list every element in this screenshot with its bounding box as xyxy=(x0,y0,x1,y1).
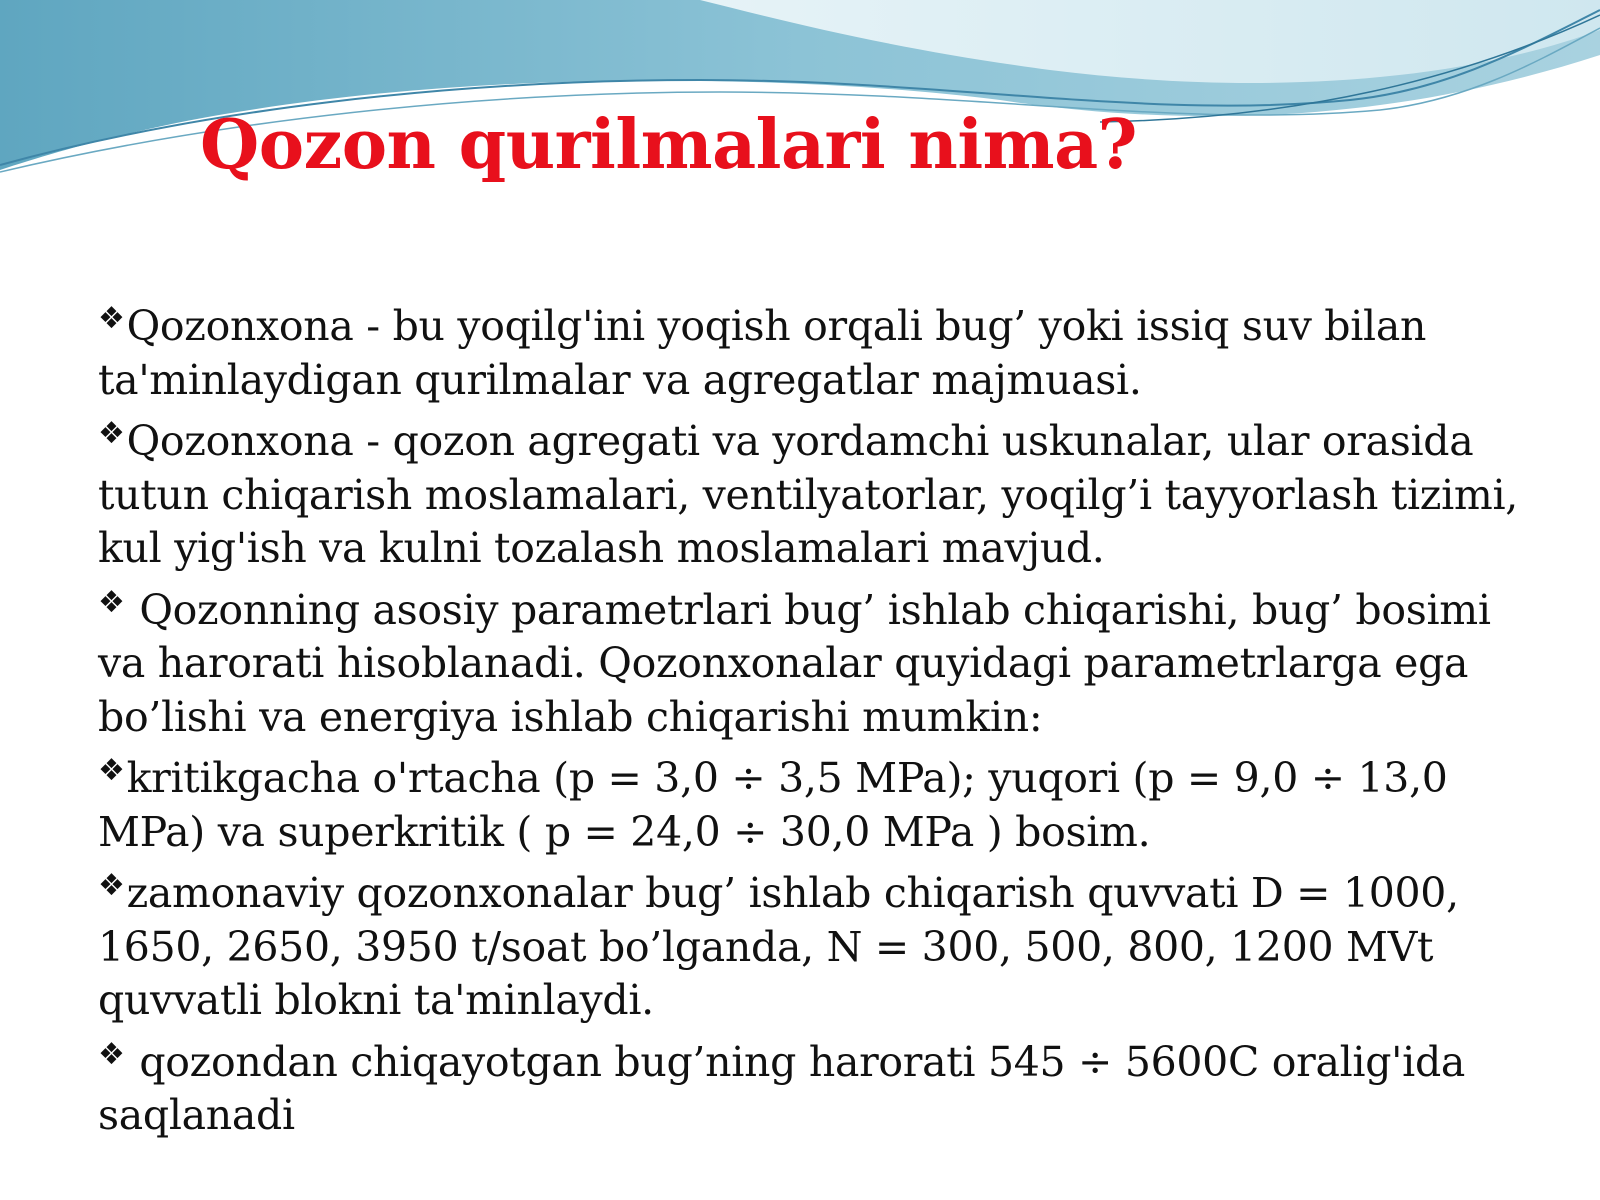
four-diamond-bullet-icon: ❖ xyxy=(98,753,125,788)
bullet-text: Qozonxona - qozon agregati va yordamchi uskunalar, ular orasida tutun chiqarish moslamalari, ventilyatorlar, yoqilg’i tayyorlash tizimi, kul yig'ish va kulni tozalash moslamalari mavjud. xyxy=(98,417,1519,572)
bullet-item xyxy=(98,407,1538,576)
four-diamond-bullet-icon: ❖ xyxy=(98,584,125,620)
bullet-text: zamonaviy qozonxonalar bug’ ishlab chiqarish quvvati D = 1000, 1650, 2650, 3950 t/soat bo’lganda, N = 300, 500, 800, 1200 MVt quvvatli blokni ta'minlaydi. xyxy=(98,869,1459,1024)
bullet-text: Qozonxona - bu yoqilg'ini yoqish orqali bug’ yoki issiq suv bilan ta'minlaydigan qurilmalar va agregatlar majmuasi. xyxy=(98,302,1427,404)
bullet-text: kritikgacha o'rtacha (p = 3,0 ÷ 3,5 MPa); yuqori (p = 9,0 ÷ 13,0 MPa) va superkritik ( p = 24,0 ÷ 30,0 MPa ) bosim. xyxy=(98,754,1448,856)
four-diamond-bullet-icon: ❖ xyxy=(98,1036,125,1072)
slide-body xyxy=(98,292,1538,1143)
bullet-text: Qozonning asosiy parametrlari bug’ ishlab chiqarishi, bug’ bosimi va harorati hisoblanadi. Qozonxonalar quyidagi parametrlarga ega bo’lishi va energiya ishlab chiqarishi mumkin: xyxy=(98,585,1491,741)
four-diamond-bullet-icon: ❖ xyxy=(98,868,125,903)
bullet-item xyxy=(98,859,1538,1028)
slide-title: Qozon qurilmalari nima? xyxy=(200,105,1138,185)
four-diamond-bullet-icon: ❖ xyxy=(98,416,125,451)
four-diamond-bullet-icon: ❖ xyxy=(98,301,125,336)
bullet-item xyxy=(98,1028,1538,1143)
bullet-item xyxy=(98,292,1538,407)
bullet-item xyxy=(98,576,1538,745)
bullet-text: qozondan chiqayotgan bug’ning harorati 545 ÷ 5600C oralig'ida saqlanadi xyxy=(98,1037,1466,1139)
bullet-item xyxy=(98,744,1538,859)
